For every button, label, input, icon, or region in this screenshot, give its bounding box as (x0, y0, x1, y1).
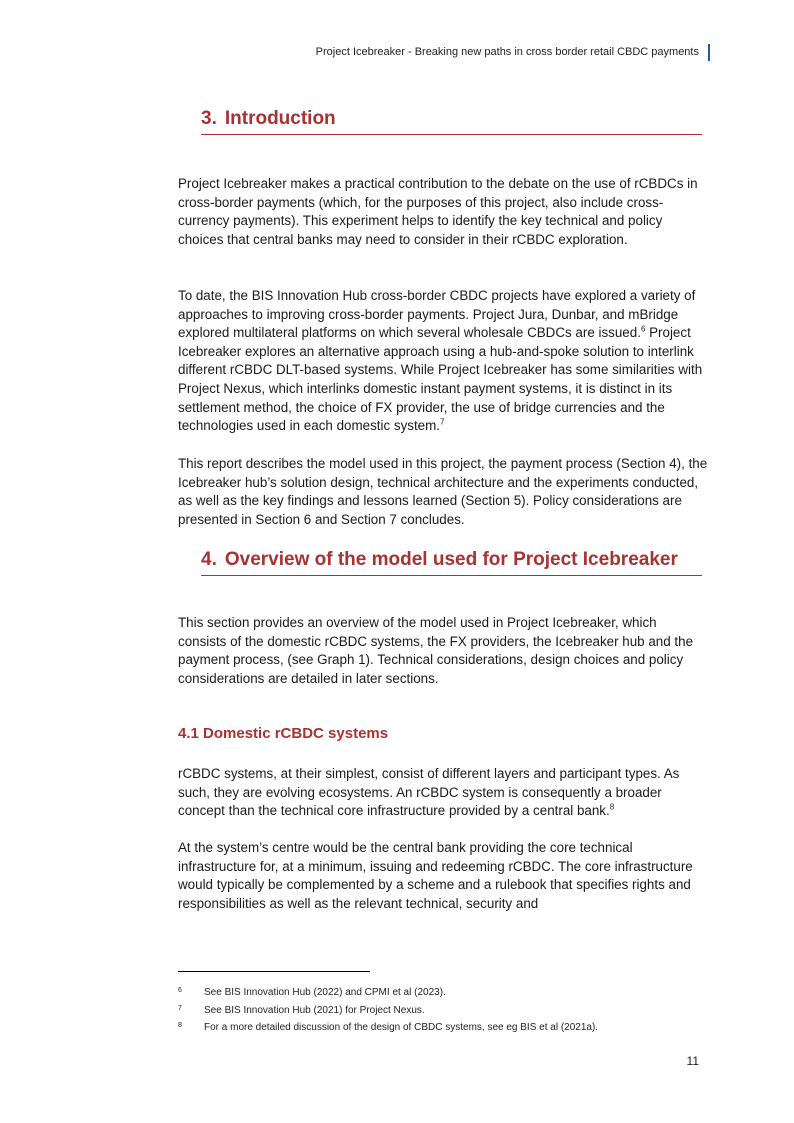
intro-paragraph-2-text-b: Project Icebreaker explores an alternative approach using a hub-and-spoke solution to interlink different rCBDC DLT-based systems. While Project Icebreaker has some similarities with Project Nexus, which interlinks domestic instant payment systems, it is distinct in its settlement method, the choice of FX provider, the use of bridge currencies and the technologies used in each domestic system. (178, 325, 703, 434)
footnote-ref-7[interactable]: 7 (440, 417, 445, 427)
overview-paragraph-1: This section provides an overview of the model used in Project Icebreaker, which consists of the domestic rCBDC systems, the FX providers, the Icebreaker hub and the payment process, (see Graph 1). Technical considerations, design choices and policy considerations are detailed in later sections. (178, 615, 694, 686)
footnote-8 (178, 1022, 708, 1033)
footnote-number: 7 (178, 1005, 182, 1012)
intro-paragraph-2-text-a: To date, the BIS Innovation Hub cross-border CBDC projects have explored a variety of approaches to improving cross-border payments. Project Jura, Dunbar, and mBridge explored multilateral platforms on which several wholesale CBDCs are issued. (178, 288, 696, 341)
footnote-number: 8 (178, 1022, 182, 1029)
footnote-text: See BIS Innovation Hub (2021) for Project Nexus. (204, 1005, 425, 1016)
footnote-text: See BIS Innovation Hub (2022) and CPMI et al (2023). (204, 987, 446, 998)
subsection-heading-domestic-rcbdc: 4.1 Domestic rCBDC systems (178, 725, 389, 742)
intro-paragraph-3: This report describes the model used in this project, the payment process (Section 4), the Icebreaker hub’s solution design, technical architecture and the experiments conducted, as well as the key findings and lessons learned (Section 5). Policy considerations are presented in Section 6 and Section 7 concludes. (178, 456, 708, 527)
overview-paragraph-2 (178, 765, 708, 821)
footnote-number: 6 (178, 987, 182, 994)
section-number: 4. (201, 549, 217, 570)
header-accent-bar (708, 44, 710, 61)
section-title: Introduction (224, 108, 336, 129)
running-header: Project Icebreaker - Breaking new paths in cross border retail CBDC payments (315, 46, 699, 58)
footnote-6 (178, 987, 708, 998)
footnote-ref-8[interactable]: 8 (609, 802, 615, 812)
overview-paragraph-3: At the system’s centre would be the central bank providing the core technical infrastructure for, at a minimum, issuing and redeeming rCBDC. The core infrastructure would typically be complemented by a scheme and a rulebook that specifies rights and responsibilities as well as the relevant technical, security and (178, 840, 693, 911)
footnote-text: For a more detailed discussion of the design of CBDC systems, see eg BIS et al (2021a). (204, 1022, 599, 1033)
overview-paragraph-2-text: rCBDC systems, at their simplest, consist of different layers and participant types. As such, they are evolving ecosystems. An rCBDC system is consequently a broader concept than the technical core infrastructure provided by a central bank. (178, 766, 680, 819)
section-heading-overview (201, 549, 702, 576)
footnote-7 (178, 1005, 708, 1016)
intro-paragraph-2 (178, 287, 708, 436)
section-heading-introduction (201, 108, 702, 135)
footnote-ref-6[interactable]: 6 (640, 324, 646, 334)
section-number: 3. (201, 108, 217, 129)
page-number: 11 (686, 1054, 699, 1068)
footnote-divider (178, 971, 370, 972)
intro-paragraph-1: Project Icebreaker makes a practical contribution to the debate on the use of rCBDCs in cross-border payments (which, for the purposes of this project, also include cross-currency payments). This experiment helps to identify the key technical and policy choices that central banks may need to consider in their rCBDC exploration. (178, 176, 698, 247)
section-title: Overview of the model used for Project Icebreaker (224, 549, 678, 570)
